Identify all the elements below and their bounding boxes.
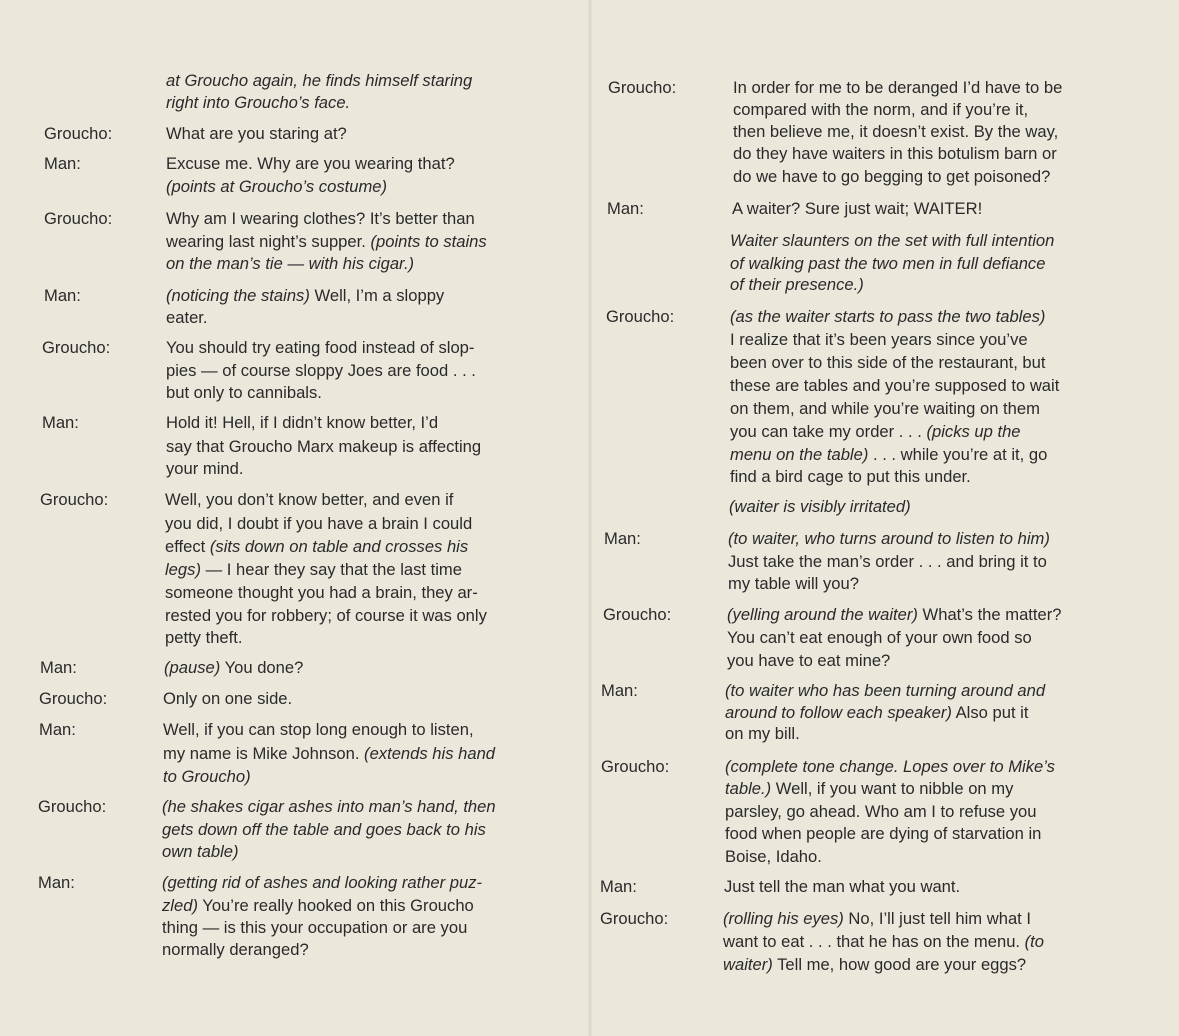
dialogue-line <box>728 551 1047 574</box>
spoken-text: food when people are dying of starvation in <box>725 824 1042 843</box>
dialogue-line <box>162 939 309 962</box>
stage-direction: to Groucho) <box>163 767 251 786</box>
dialogue-line <box>166 307 208 330</box>
stage-direction: (pause) <box>164 658 221 677</box>
dialogue-line <box>165 582 478 605</box>
dialogue-line <box>166 208 475 231</box>
dialogue-line <box>162 895 474 918</box>
spoken-text: You should try eating food instead of slop- <box>166 338 475 357</box>
dialogue-line <box>166 92 350 115</box>
dialogue-line <box>725 846 822 869</box>
dialogue-line <box>165 559 462 582</box>
dialogue-line <box>166 253 414 276</box>
stage-direction: legs) <box>165 560 201 579</box>
dialogue-line <box>730 253 1045 276</box>
spoken-text: Boise, Idaho. <box>725 847 822 866</box>
stage-direction: (to <box>1024 932 1045 951</box>
spoken-text: then believe me, it doesn’t exist. By the way, <box>733 122 1059 141</box>
spoken-text: Just take the man’s order . . . and bring it to <box>728 552 1047 571</box>
spoken-text: thing — is this your occupation or are you <box>162 918 468 937</box>
stage-direction: (to waiter who has been turning around and <box>725 681 1046 700</box>
dialogue-line <box>165 489 453 512</box>
dialogue-line <box>163 766 251 789</box>
dialogue-line <box>723 908 1031 931</box>
dialogue-line <box>725 723 800 746</box>
dialogue-line <box>727 650 890 673</box>
speaker-label: Man: <box>607 199 644 218</box>
speaker-label: Man: <box>604 529 641 548</box>
dialogue-line <box>166 123 347 146</box>
dialogue-line <box>162 872 482 895</box>
spoken-text: been over to this side of the restaurant, but <box>730 353 1046 372</box>
spoken-text: want to eat . . . that he has on the menu. <box>723 932 1025 951</box>
dialogue-line <box>163 719 474 742</box>
dialogue-line <box>730 466 971 489</box>
spoken-text: on them, and while you’re waiting on them <box>730 399 1040 418</box>
spoken-text: someone thought you had a brain, they ar- <box>165 583 478 602</box>
dialogue-line <box>163 743 495 766</box>
spoken-text: your mind. <box>166 459 244 478</box>
dialogue-line <box>165 605 487 628</box>
dialogue-line <box>162 917 467 940</box>
dialogue-line <box>725 778 1013 801</box>
dialogue-line <box>723 931 1044 954</box>
spoken-text: my name is Mike Johnson. <box>163 744 365 763</box>
dialogue-line <box>729 496 911 519</box>
stage-direction: (to waiter, who turns around to listen to him) <box>728 529 1050 548</box>
stage-direction: (rolling his eyes) <box>723 909 844 928</box>
dialogue-line <box>165 536 468 559</box>
stage-direction: (as the waiter starts to pass the two tables) <box>730 307 1046 326</box>
dialogue-line <box>730 329 1028 352</box>
stage-direction: (picks up the <box>926 422 1021 441</box>
dialogue-line <box>166 360 476 383</box>
dialogue-line <box>730 398 1040 421</box>
spoken-text: compared with the norm, and if you’re it, <box>733 100 1029 119</box>
speaker-label: Groucho: <box>42 338 111 357</box>
dialogue-line <box>727 627 1032 650</box>
dialogue-line <box>730 306 1045 329</box>
stage-direction: (extends his hand <box>364 744 496 763</box>
dialogue-line <box>162 819 486 842</box>
stage-direction: Waiter slaunters on the set with full intention <box>730 231 1055 250</box>
dialogue-line <box>732 198 982 221</box>
dialogue-line <box>162 796 496 819</box>
stage-direction: of their presence.) <box>730 275 864 294</box>
dialogue-line <box>727 604 1062 627</box>
dialogue-line <box>162 841 239 864</box>
dialogue-line <box>725 680 1045 703</box>
spoken-text: wearing last night’s supper. <box>166 232 371 251</box>
dialogue-line <box>163 688 292 711</box>
speaker-label: Groucho: <box>603 605 672 624</box>
spoken-text: Excuse me. Why are you wearing that? <box>166 154 455 173</box>
spoken-text: petty theft. <box>165 628 243 647</box>
dialogue-line <box>724 876 960 899</box>
stage-direction: (points to stains <box>370 232 487 251</box>
speaker-label: Man: <box>600 877 637 896</box>
stage-direction: at Groucho again, he finds himself staring <box>166 71 473 90</box>
spoken-text: Only on one side. <box>163 689 293 708</box>
spoken-text: What are you staring at? <box>166 124 347 143</box>
spoken-text: say that Groucho Marx makeup is affecting <box>166 437 482 456</box>
speaker-label: Man: <box>42 413 79 432</box>
spoken-text: In order for me to be deranged I’d have to be <box>733 78 1063 97</box>
stage-direction: (complete tone change. Lopes over to Mike’s <box>725 757 1055 776</box>
spoken-text: these are tables and you’re supposed to wait <box>730 376 1060 395</box>
stage-direction: (sits down on table and crosses his <box>209 537 469 556</box>
spoken-text: I realize that it’s been years since you’ve <box>730 330 1028 349</box>
stage-direction: table.) <box>725 779 772 798</box>
dialogue-line <box>730 230 1054 253</box>
spoken-text: What’s the matter? <box>917 605 1062 624</box>
page-fold <box>588 0 592 1036</box>
speaker-label: Groucho: <box>601 757 670 776</box>
dialogue-line <box>164 657 303 680</box>
spoken-text: effect <box>165 537 210 556</box>
dialogue-line <box>725 756 1055 779</box>
dialogue-line <box>730 421 1021 444</box>
dialogue-line <box>728 528 1050 551</box>
dialogue-line <box>166 231 487 254</box>
spoken-text: rested you for robbery; of course it was only <box>165 606 487 625</box>
speaker-label: Groucho: <box>44 209 113 228</box>
stage-direction: right into Groucho’s face. <box>166 93 351 112</box>
speaker-label: Man: <box>40 658 77 677</box>
speaker-label: Man: <box>44 286 81 305</box>
spoken-text: Well, if you want to nibble on my <box>771 779 1014 798</box>
spoken-text: pies — of course sloppy Joes are food . . . <box>166 361 476 380</box>
dialogue-line <box>733 121 1058 144</box>
speaker-label: Groucho: <box>44 124 113 143</box>
dialogue-line <box>725 823 1041 846</box>
spoken-text: but only to cannibals. <box>166 383 322 402</box>
stage-direction: (points at Groucho’s costume) <box>166 177 388 196</box>
dialogue-line <box>165 513 472 536</box>
spoken-text: normally deranged? <box>162 940 309 959</box>
stage-direction: own table) <box>162 842 239 861</box>
dialogue-line <box>166 458 243 481</box>
dialogue-line <box>725 702 1028 725</box>
spoken-text: — I hear they say that the last time <box>200 560 462 579</box>
dialogue-line <box>730 274 864 297</box>
spoken-text: Hold it! Hell, if I didn’t know better, I’d <box>166 413 439 432</box>
spoken-text: Well, if you can stop long enough to listen, <box>163 720 474 739</box>
spoken-text: You’re really hooked on this Groucho <box>197 896 474 915</box>
spoken-text: You done? <box>220 658 304 677</box>
dialogue-line <box>733 143 1057 166</box>
dialogue-line <box>733 99 1028 122</box>
stage-direction: gets down off the table and goes back to his <box>162 820 486 839</box>
dialogue-line <box>166 436 481 459</box>
spoken-text: Just tell the man what you want. <box>724 877 961 896</box>
dialogue-line <box>730 375 1059 398</box>
dialogue-line <box>728 573 859 596</box>
spoken-text: . . . while you’re at it, go <box>868 445 1048 464</box>
speaker-label: Man: <box>601 681 638 700</box>
dialogue-line <box>166 176 387 199</box>
spoken-text: do we have to go begging to get poisoned? <box>733 167 1051 186</box>
stage-direction: (he shakes cigar ashes into man’s hand, then <box>162 797 496 816</box>
spoken-text: you have to eat mine? <box>727 651 891 670</box>
spoken-text: my table will you? <box>728 574 859 593</box>
spoken-text: Also put it <box>951 703 1029 722</box>
dialogue-line <box>725 801 1036 824</box>
spoken-text: find a bird cage to put this under. <box>730 467 971 486</box>
speaker-label: Groucho: <box>608 78 677 97</box>
dialogue-line <box>166 70 472 93</box>
stage-direction: (getting rid of ashes and looking rather puz- <box>162 873 483 892</box>
speaker-label: Man: <box>38 873 75 892</box>
dialogue-line <box>166 337 474 360</box>
spoken-text: parsley, go ahead. Who am I to refuse you <box>725 802 1037 821</box>
spoken-text: Tell me, how good are your eggs? <box>772 955 1027 974</box>
speaker-label: Groucho: <box>38 797 107 816</box>
dialogue-line <box>166 285 444 308</box>
dialogue-line <box>733 166 1050 189</box>
stage-direction: waiter) <box>723 955 773 974</box>
spoken-text: Well, I’m a sloppy <box>309 286 445 305</box>
dialogue-line <box>723 954 1026 977</box>
speaker-label: Groucho: <box>600 909 669 928</box>
spoken-text: Why am I wearing clothes? It’s better than <box>166 209 475 228</box>
spoken-text: on my bill. <box>725 724 800 743</box>
spoken-text: You can’t eat enough of your own food so <box>727 628 1032 647</box>
dialogue-line <box>733 77 1062 100</box>
speaker-label: Groucho: <box>606 307 675 326</box>
stage-direction: (waiter is visibly irritated) <box>729 497 911 516</box>
dialogue-line <box>730 444 1047 467</box>
stage-direction: (yelling around the waiter) <box>727 605 918 624</box>
stage-direction: on the man’s tie — with his cigar.) <box>166 254 415 273</box>
dialogue-line <box>165 627 242 650</box>
speaker-label: Groucho: <box>40 490 109 509</box>
dialogue-line <box>166 153 455 176</box>
spoken-text: A waiter? Sure just wait; WAITER! <box>732 199 983 218</box>
spoken-text: eater. <box>166 308 208 327</box>
dialogue-line <box>730 352 1045 375</box>
dialogue-line <box>166 412 438 435</box>
stage-direction: around to follow each speaker) <box>725 703 952 722</box>
spoken-text: Well, you don’t know better, and even if <box>165 490 454 509</box>
spoken-text: do they have waiters in this botulism barn or <box>733 144 1057 163</box>
dialogue-line <box>166 382 322 405</box>
spoken-text: you can take my order . . . <box>730 422 927 441</box>
stage-direction: (noticing the stains) <box>166 286 310 305</box>
speaker-label: Groucho: <box>39 689 108 708</box>
stage-direction: menu on the table) <box>730 445 869 464</box>
spoken-text: you did, I doubt if you have a brain I could <box>165 514 473 533</box>
stage-direction: of walking past the two men in full defiance <box>730 254 1046 273</box>
spoken-text: No, I’ll just tell him what I <box>843 909 1032 928</box>
speaker-label: Man: <box>39 720 76 739</box>
speaker-label: Man: <box>44 154 81 173</box>
stage-direction: zled) <box>162 896 198 915</box>
